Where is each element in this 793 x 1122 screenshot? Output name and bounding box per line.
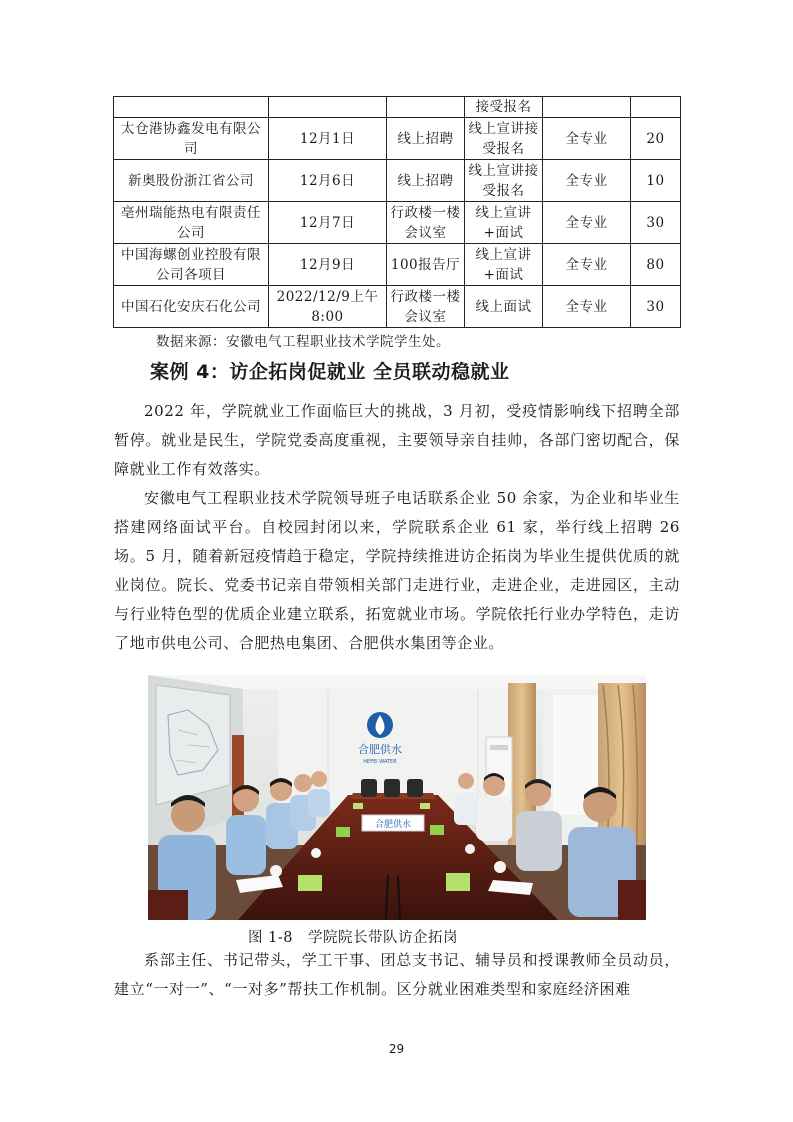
body-paragraph-1: 2022 年，学院就业工作面临巨大的挑战，3 月初，受疫情影响线下招聘全部暂停。就业是民生，学院党委高度重视，主要领导亲自挂帅，各部门密切配合，保障就业工作有效落实。	[114, 402, 680, 478]
table-cell: 线上面试	[465, 286, 543, 328]
table-cell: 20	[631, 118, 681, 160]
table-cell: 行政楼一楼会议室	[387, 202, 465, 244]
table-cell: 全专业	[543, 118, 631, 160]
table-cell: 30	[631, 286, 681, 328]
page-number: 29	[388, 1042, 405, 1056]
table-cell	[114, 97, 269, 118]
table-cell	[387, 97, 465, 118]
table-cell: 2022/12/9上午8:00	[269, 286, 387, 328]
table-cell: 太仓港协鑫发电有限公司	[114, 118, 269, 160]
meeting-photo-illustration	[148, 675, 646, 920]
table-row	[114, 286, 681, 328]
table-cell	[269, 97, 387, 118]
table-cell: 中国石化安庆石化公司	[114, 286, 269, 328]
table-cell: 30	[631, 202, 681, 244]
table-cell: 新奥股份浙江省公司	[114, 160, 269, 202]
table-cell: 12月1日	[269, 118, 387, 160]
table-cell: 线上宣讲+面试	[465, 202, 543, 244]
table-cell	[543, 97, 631, 118]
table-cell: 12月9日	[269, 244, 387, 286]
recruitment-table	[113, 96, 681, 328]
table-row	[114, 244, 681, 286]
table-row	[114, 118, 681, 160]
table-cell: 亳州瑞能热电有限责任公司	[114, 202, 269, 244]
logo-text: 合肥供水	[358, 743, 402, 756]
body-paragraph-3: 系部主任、书记带头，学工干事、团总支书记、辅导员和授课教师全员动员，建立“一对一”、“一对多”帮扶工作机制。区分就业困难类型和家庭经济困难	[114, 951, 680, 998]
table-cell: 10	[631, 160, 681, 202]
table-cell: 全专业	[543, 202, 631, 244]
table-cell: 全专业	[543, 286, 631, 328]
body-paragraph-2: 安徽电气工程职业技术学院领导班子电话联系企业 50 余家，为企业和毕业生搭建网络面试平台。自校园封闭以来，学院联系企业 61 家，举行线上招聘 26 场。5 月，随着新冠疫情趋于稳定，学院持续推进访企拓岗为毕业生提供优质的就业岗位。院长、党委书记亲自带领相关部门走进行业，走进企业，走进园区，主动与行业特色型的优质企业建立联系，拓宽就业市场。学院依托行业办学特色，走访了地市供电公司、合肥热电集团、合肥供水集团等企业。	[114, 489, 680, 652]
nameplate-text: 合肥供水	[374, 820, 412, 830]
logo-subtext: HEFEI WATER	[363, 759, 397, 765]
table-cell: 线上宣讲+面试	[465, 244, 543, 286]
table-cell: 中国海螺创业控股有限公司各项目	[114, 244, 269, 286]
table-cell: 全专业	[543, 244, 631, 286]
table-row	[114, 160, 681, 202]
table-cell: 80	[631, 244, 681, 286]
table-cell: 100报告厅	[387, 244, 465, 286]
table-cell: 12月7日	[269, 202, 387, 244]
figure-caption: 图 1-8 学院院长带队访企拓岗	[248, 930, 458, 946]
table-cell: 行政楼一楼会议室	[387, 286, 465, 328]
table-cell: 线上招聘	[387, 118, 465, 160]
table-row	[114, 97, 681, 118]
meeting-photo	[148, 675, 646, 920]
table-cell: 全专业	[543, 160, 631, 202]
table-cell: 线上宣讲接受报名	[465, 118, 543, 160]
case-heading: 案例 4：访企拓岗促就业 全员联动稳就业	[150, 361, 510, 383]
table-cell: 接受报名	[465, 97, 543, 118]
table-cell	[631, 97, 681, 118]
table-row	[114, 202, 681, 244]
table-cell: 12月6日	[269, 160, 387, 202]
table-cell: 线上宣讲接受报名	[465, 160, 543, 202]
table-cell: 线上招聘	[387, 160, 465, 202]
data-source-note: 数据来源：安徽电气工程职业技术学院学生处。	[156, 334, 450, 350]
